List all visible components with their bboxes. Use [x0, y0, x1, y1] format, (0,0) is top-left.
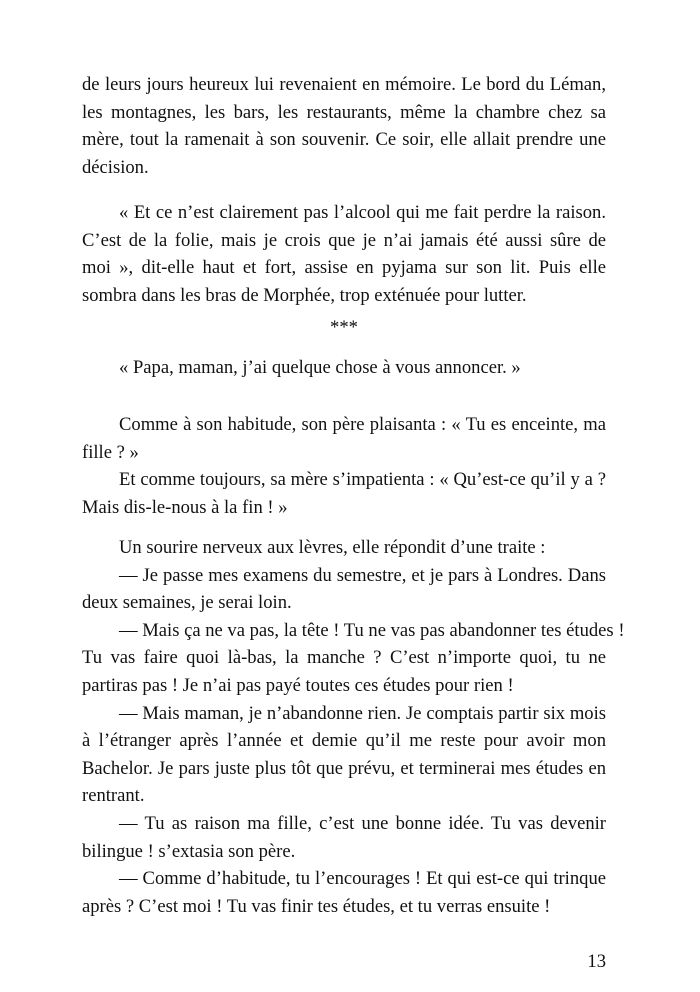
paragraph-2	[82, 199, 606, 309]
paragraph-4	[82, 411, 606, 521]
text-line: — Mais maman, je n’abandonne rien. Je comptais partir six mois	[119, 702, 606, 724]
text-line: Bachelor. Je pars juste plus tôt que prévu, et terminerai mes études en	[82, 757, 606, 779]
text-line: deux semaines, je serai loin.	[82, 592, 292, 614]
text-line: à l’étranger après l’année et demie qu’il me reste pour avoir mon	[82, 730, 606, 752]
text-line: moi », dit-elle haut et fort, assise en pyjama sur son lit. Puis elle	[82, 257, 606, 279]
text-line: — Je passe mes examens du semestre, et je pars à Londres. Dans	[119, 564, 606, 586]
dialogue-block	[82, 534, 625, 920]
text-line: Un sourire nerveux aux lèvres, elle répondit d’une traite :	[119, 537, 546, 558]
text-line: — Comme d’habitude, tu l’encourages ! Et qui est-ce qui trinque	[119, 868, 606, 890]
text-line: fille ? »	[82, 441, 139, 463]
text-line: sombra dans les bras de Morphée, trop exténuée pour lutter.	[82, 284, 527, 306]
text-line: partiras pas ! Je n’ai pas payé toutes ces études pour rien !	[82, 674, 514, 696]
page-number: 13	[587, 951, 606, 972]
text-line: « Et ce n’est clairement pas l’alcool qui me fait perdre la raison.	[119, 202, 606, 223]
text-line: Tu vas faire quoi là-bas, la manche ? C’est n’importe quoi, tu ne	[82, 647, 606, 669]
text-line: Comme à son habitude, son père plaisanta : « Tu es enceinte, ma	[119, 414, 606, 435]
section-separator: ***	[330, 317, 358, 338]
paragraph-1	[82, 71, 606, 181]
text-line: bilingue ! s’extasia son père.	[82, 840, 296, 862]
text-line: Mais dis-le-nous à la fin ! »	[82, 496, 288, 518]
text-line: décision.	[82, 156, 149, 178]
text-line: — Tu as raison ma fille, c’est une bonne idée. Tu vas devenir	[119, 812, 606, 834]
text-line: C’est de la folie, mais je crois que je n’ai jamais été aussi sûre de	[82, 229, 606, 251]
text-line: Et comme toujours, sa mère s’impatienta : « Qu’est-ce qu’il y a ?	[119, 469, 606, 491]
text-line: les montagnes, les bars, les restaurants, même la chambre chez sa	[82, 101, 606, 123]
text-line: de leurs jours heureux lui revenaient en mémoire. Le bord du Léman,	[82, 74, 606, 95]
text-line: rentrant.	[82, 785, 145, 807]
text-line: mère, tout la ramenait à son souvenir. Ce soir, elle allait prendre une	[82, 129, 606, 151]
text-line: « Papa, maman, j’ai quelque chose à vous annoncer. »	[119, 357, 521, 378]
text-line: après ? C’est moi ! Tu vas finir tes études, et tu verras ensuite !	[82, 895, 551, 917]
text-line: — Mais ça ne va pas, la tête ! Tu ne vas pas abandonner tes études !	[119, 619, 625, 641]
paragraph-3	[82, 354, 606, 382]
